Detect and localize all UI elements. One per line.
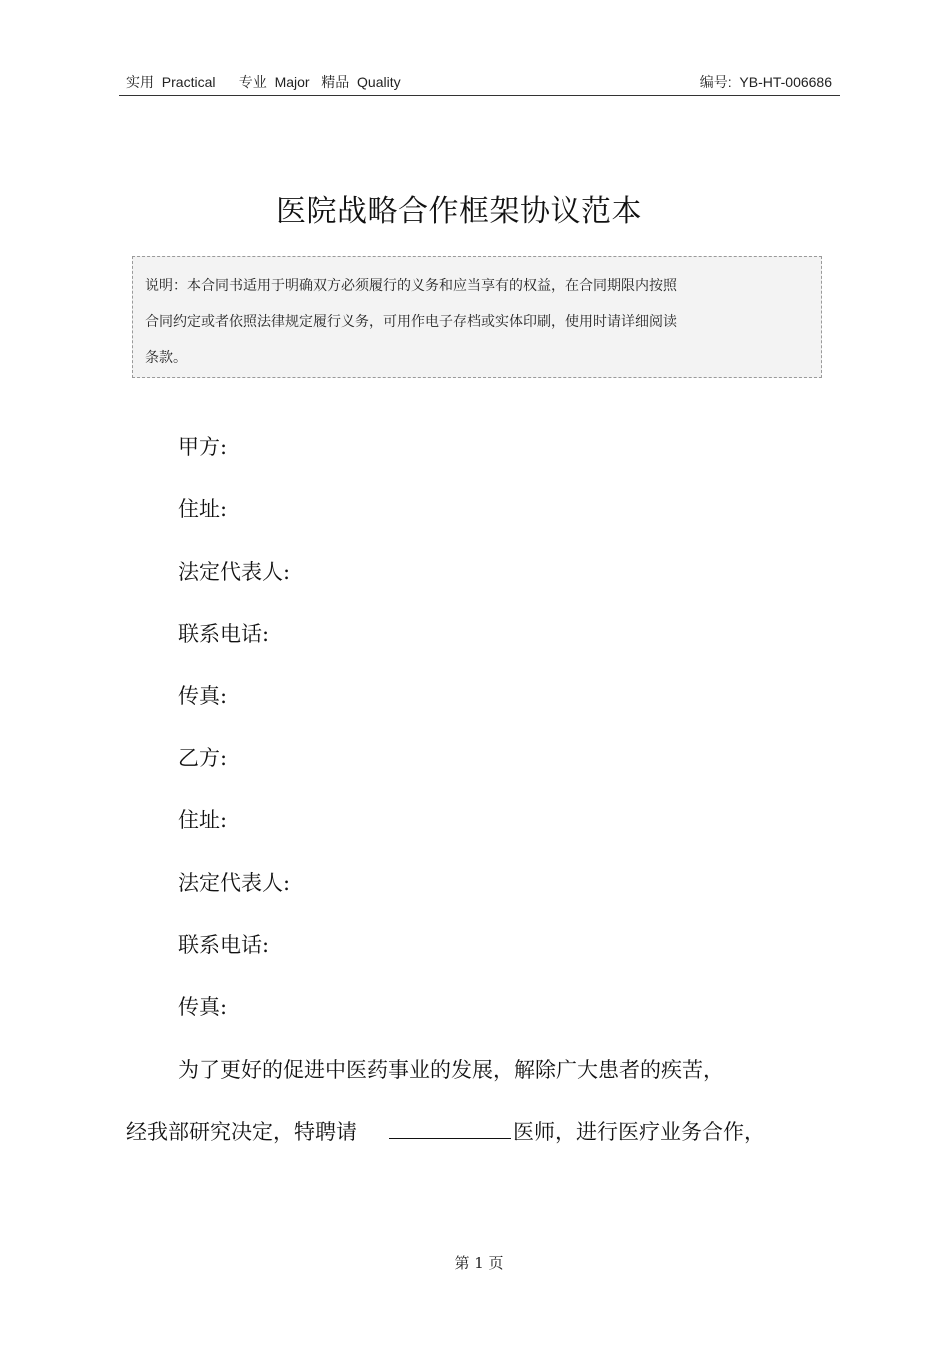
field-party-b: 乙方: xyxy=(178,746,228,770)
header-divider xyxy=(119,95,840,96)
note-line-2: 合同约定或者依照法律规定履行义务，可用作电子存档或实体印刷，使用时请详细阅读 xyxy=(145,314,677,330)
body-paragraph-line-1: 为了更好的促进中医药事业的发展，解除广大患者的疾苦， xyxy=(178,1058,724,1082)
note-box xyxy=(132,256,822,378)
field-phone-a: 联系电话: xyxy=(178,622,270,646)
body-line-2-after: 医师，进行医疗业务合作， xyxy=(513,1120,765,1144)
body-paragraph-line-2 xyxy=(126,1116,765,1146)
document-number: 编号: YB-HT-006686 xyxy=(699,74,832,90)
field-address-a: 住址: xyxy=(178,497,228,521)
header-left-text: 实用 Practical 专业 Major 精品 Quality xyxy=(126,74,401,90)
field-party-a: 甲方: xyxy=(178,435,228,459)
note-line-1: 说明：本合同书适用于明确双方必须履行的义务和应当享有的权益，在合同期限内按照 xyxy=(145,278,677,294)
body-line-2-before: 经我部研究决定，特聘请 xyxy=(126,1120,357,1144)
note-line-3: 条款。 xyxy=(145,350,187,366)
field-legal-rep-a: 法定代表人: xyxy=(178,560,291,584)
field-phone-b: 联系电话: xyxy=(178,933,270,957)
field-fax-a: 传真: xyxy=(178,684,228,708)
page-number: 第 1 页 xyxy=(454,1254,504,1272)
doctor-name-blank[interactable] xyxy=(389,1118,511,1139)
field-address-b: 住址: xyxy=(178,808,228,832)
document-title: 医院战略合作框架协议范本 xyxy=(276,194,642,229)
field-fax-b: 传真: xyxy=(178,995,228,1019)
field-legal-rep-b: 法定代表人: xyxy=(178,871,291,895)
